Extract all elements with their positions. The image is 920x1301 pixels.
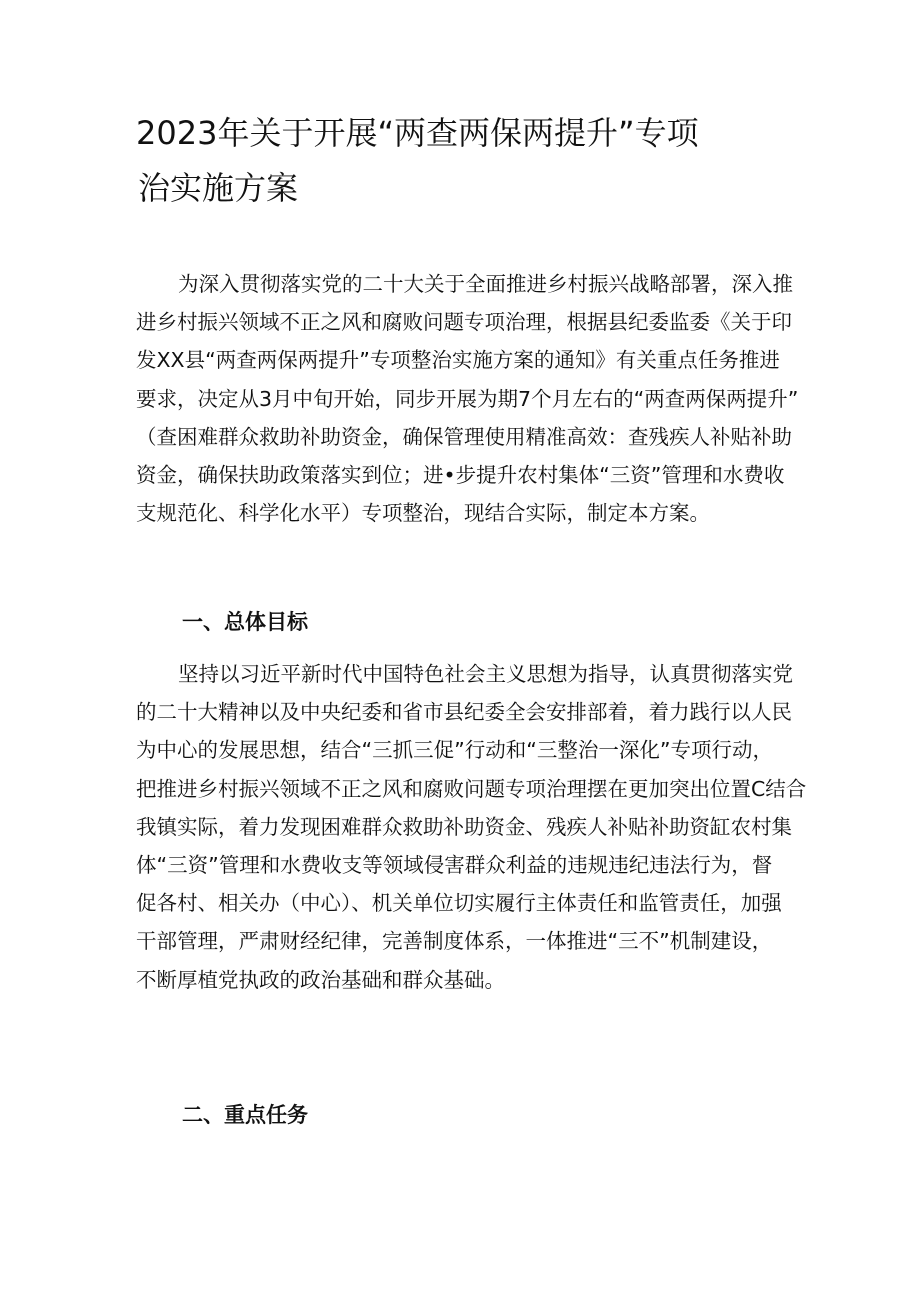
document-title — [136, 106, 796, 216]
intro-paragraph — [136, 265, 799, 532]
goal-line-8: 干部管理，严肃财经纪律，完善制度体系，一体推进“三不”机制建设， — [136, 929, 773, 954]
intro-line-7: 支规范化、科学化水平）专项整治，现结合实际，制定本方案。 — [136, 501, 710, 526]
goal-line-4: 把推进乡村振兴领域不正之风和腐败问题专项治理摆在更加突出位置C结合 — [136, 776, 807, 801]
goal-line-1: 坚持以习近平新时代中国特色社会主义思想为指导，认真贯彻落实党 — [178, 662, 793, 686]
title-line-2: 治实施方案 — [138, 169, 299, 207]
section-heading-overall-goal: 一、总体目标 — [182, 610, 308, 634]
goal-line-9: 不断厚植党执政的政治基础和群众基础。 — [136, 967, 505, 992]
intro-line-4: 要求，决定从3月中旬开始，同步开展为期7个月左右的“两查两保两提升” — [136, 386, 799, 411]
intro-line-6: 资金，确保扶助政策落实到位；进•步提升农村集体“三资”管理和水费收 — [136, 463, 785, 488]
title-line-1: 2023年关于开展“两查两保两提升”专项 — [136, 114, 699, 152]
intro-line-5: （查困难群众救助补助资金，确保管理使用精准高效：查残疾人补贴补助 — [136, 424, 792, 449]
intro-line-1: 为深入贯彻落实党的二十大关于全面推进乡村振兴战略部署，深入推 — [178, 272, 793, 296]
goal-line-7: 促各村、相关办（中心）、机关单位切实履行主体责任和监管责任，加强 — [136, 891, 782, 916]
intro-line-2: 进乡村振兴领域不正之风和腐败问题专项治理，根据县纪委监委《关于印 — [136, 310, 792, 335]
goal-line-5: 我镇实际，着力发现困难群众救助补助资金、残疾人补贴补助资缸农村集 — [136, 814, 792, 839]
overall-goal-paragraph — [136, 655, 807, 999]
goal-line-2: 的二十大精神以及中央纪委和省市县纪委全会安排部着，着力践行以人民 — [136, 700, 792, 725]
section-heading-key-tasks: 二、重点任务 — [182, 1103, 308, 1127]
goal-line-3: 为中心的发展思想，结合“三抓三促”行动和“三整治一深化”专项行动， — [136, 738, 773, 763]
intro-line-3: 发XX县“两查两保两提升”专项整治实施方案的通知》有关重点任务推进 — [136, 348, 780, 373]
goal-line-6: 体“三资”管理和水费收支等领域侵害群众利益的违规违纪违法行为，督 — [136, 853, 773, 878]
